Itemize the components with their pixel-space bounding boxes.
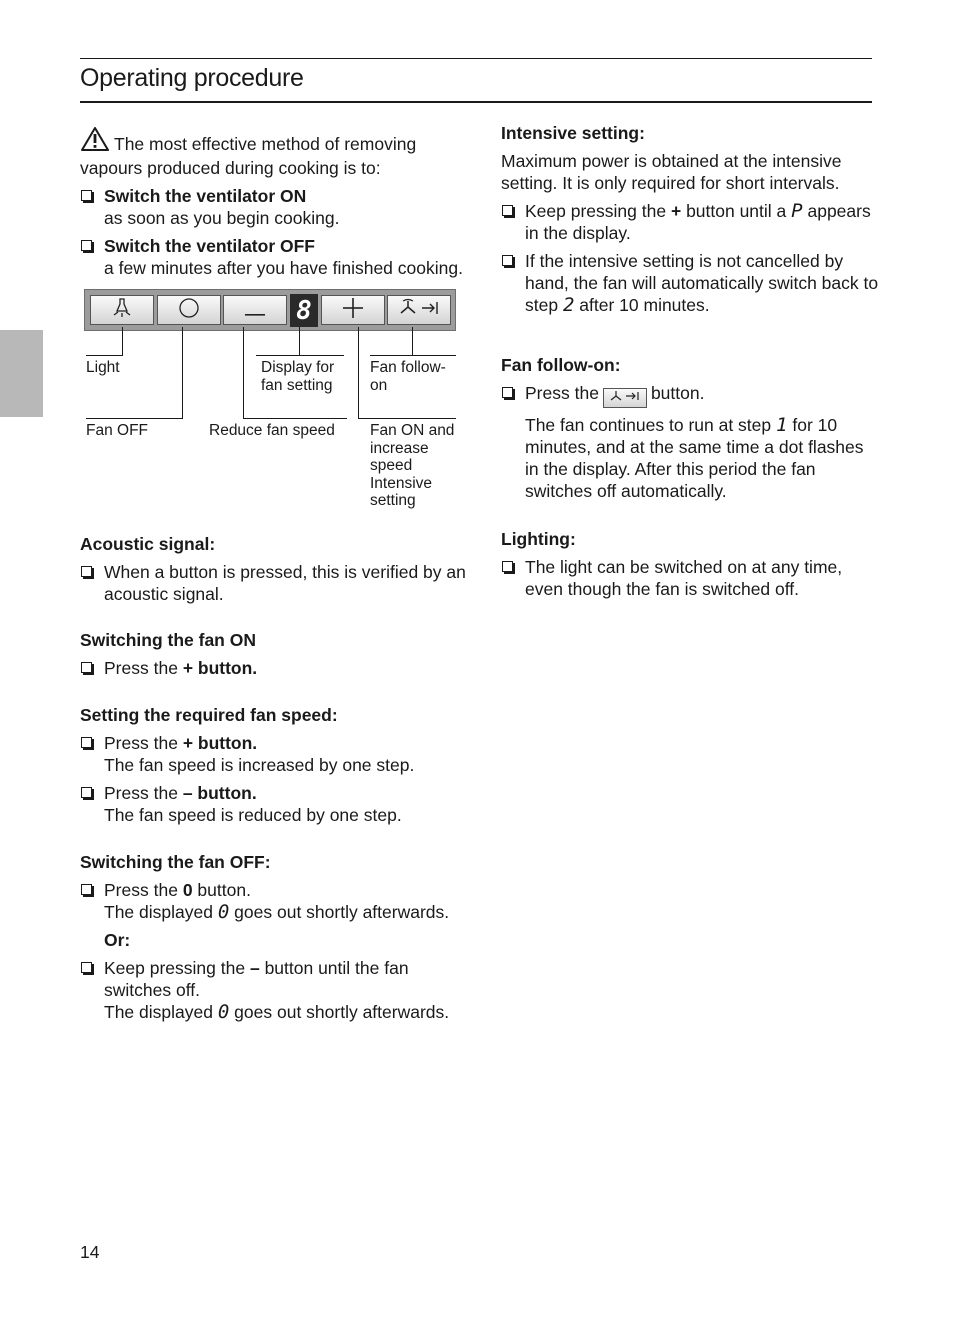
minus-icon bbox=[245, 299, 265, 321]
item-bold: – bbox=[249, 958, 260, 978]
label-reduce: Reduce fan speed bbox=[209, 422, 335, 439]
light-button[interactable] bbox=[90, 295, 154, 325]
label-follow-on: Fan follow-on bbox=[370, 359, 446, 394]
label-light: Light bbox=[86, 359, 120, 376]
item-bold: + button. bbox=[182, 733, 258, 753]
list-item bbox=[80, 957, 470, 1023]
intro-paragraph bbox=[80, 126, 470, 179]
item-text: Keep pressing the bbox=[525, 201, 667, 221]
item-text: after 10 minutes. bbox=[579, 295, 710, 315]
or-label: Or: bbox=[104, 930, 131, 950]
display-glyph: 0 bbox=[217, 901, 230, 923]
intensive-text: Maximum power is obtained at the intensive setting. It is only required for short intervals. bbox=[501, 151, 842, 193]
checkbox-bullet-icon bbox=[502, 387, 513, 398]
list-item bbox=[80, 235, 470, 279]
fan-on-heading: Switching the fan ON bbox=[80, 630, 256, 650]
item-text: button until the fan switches off. bbox=[104, 958, 409, 1000]
display-glyph: 1 bbox=[776, 414, 788, 436]
item-text: The fan continues to run at step bbox=[525, 415, 772, 435]
item-bold: + bbox=[670, 201, 682, 221]
fan-off-heading: Switching the fan OFF: bbox=[80, 852, 271, 872]
warning-icon bbox=[80, 126, 110, 157]
fan-follow-on-button-inline bbox=[603, 388, 647, 408]
item-text: button. bbox=[197, 880, 251, 900]
speed-heading: Setting the required fan speed: bbox=[80, 705, 338, 725]
follow-on-heading: Fan follow-on: bbox=[501, 355, 621, 375]
item-text: Press the bbox=[104, 880, 178, 900]
label-display: Display for fan setting bbox=[261, 359, 335, 394]
checkbox-bullet-icon bbox=[502, 561, 513, 572]
intensive-heading: Intensive setting: bbox=[501, 123, 645, 143]
item-text: button until a bbox=[686, 201, 787, 221]
item-text: The fan speed is reduced by one step. bbox=[104, 805, 402, 825]
list-item bbox=[80, 657, 470, 679]
item-text: Keep pressing the bbox=[104, 958, 246, 978]
checkbox-bullet-icon bbox=[81, 962, 92, 973]
checkbox-bullet-icon bbox=[81, 884, 92, 895]
increase-speed-button[interactable] bbox=[321, 295, 385, 325]
control-panel bbox=[84, 289, 456, 331]
item-bold: Switch the ventilator ON bbox=[104, 186, 307, 206]
display-glyph: 2 bbox=[562, 294, 575, 316]
plus-icon bbox=[343, 298, 363, 322]
power-icon bbox=[177, 296, 201, 324]
intro-text: The most effective method of removing vapours produced during cooking is to: bbox=[80, 134, 417, 178]
fan-setting-display: 8 bbox=[290, 294, 318, 327]
checkbox-bullet-icon bbox=[502, 255, 513, 266]
list-item bbox=[80, 782, 470, 826]
checkbox-bullet-icon bbox=[81, 737, 92, 748]
section-tab-marker bbox=[0, 330, 43, 417]
light-icon bbox=[111, 297, 133, 323]
item-text: The displayed bbox=[104, 1002, 213, 1022]
item-text: Press the bbox=[104, 733, 178, 753]
checkbox-bullet-icon bbox=[81, 190, 92, 201]
header-rule-top bbox=[80, 58, 872, 59]
list-item bbox=[80, 732, 470, 776]
control-panel-diagram bbox=[80, 289, 470, 517]
list-item bbox=[501, 250, 881, 316]
item-bold: Switch the ventilator OFF bbox=[104, 236, 315, 256]
item-bold: 0 bbox=[182, 880, 193, 900]
checkbox-bullet-icon bbox=[81, 240, 92, 251]
item-text: as soon as you begin cooking. bbox=[104, 208, 340, 228]
item-text: The light can be switched on at any time, even though the fan is switched off. bbox=[525, 557, 843, 599]
header-rule-bottom bbox=[80, 101, 872, 103]
item-text: The displayed bbox=[104, 902, 213, 922]
list-item bbox=[80, 185, 470, 229]
display-glyph: P bbox=[791, 200, 803, 222]
follow-on-text bbox=[501, 414, 881, 502]
list-item bbox=[501, 200, 881, 244]
item-text: The fan speed is increased by one step. bbox=[104, 755, 415, 775]
checkbox-bullet-icon bbox=[81, 662, 92, 673]
right-column bbox=[501, 122, 881, 606]
checkbox-bullet-icon bbox=[81, 566, 92, 577]
fan-off-button[interactable] bbox=[157, 295, 221, 325]
item-text: When a button is pressed, this is verified by an acoustic signal. bbox=[104, 562, 466, 604]
item-text: goes out shortly afterwards. bbox=[234, 1002, 450, 1022]
list-item bbox=[80, 879, 470, 923]
item-bold: – button. bbox=[182, 783, 257, 803]
reduce-speed-button[interactable] bbox=[223, 295, 287, 325]
checkbox-bullet-icon bbox=[502, 205, 513, 216]
item-bold: + button. bbox=[182, 658, 258, 678]
page-number: 14 bbox=[80, 1242, 100, 1262]
item-text: Press the bbox=[104, 658, 178, 678]
list-item bbox=[501, 382, 881, 408]
lighting-heading: Lighting: bbox=[501, 529, 576, 549]
label-fan-on: Fan ON and increase speed Intensive setting bbox=[370, 422, 455, 509]
list-item bbox=[501, 556, 881, 600]
display-glyph: 0 bbox=[217, 1001, 230, 1023]
item-text: Press the bbox=[525, 383, 599, 403]
item-text: for 10 minutes, and at the same time a dot flashes in the display. After this period the fan switches off automatically. bbox=[525, 415, 864, 501]
list-item bbox=[80, 561, 470, 605]
fan-follow-on-button[interactable] bbox=[387, 295, 451, 325]
item-text: a few minutes after you have finished cooking. bbox=[104, 258, 463, 278]
item-text: goes out shortly afterwards. bbox=[234, 902, 450, 922]
checkbox-bullet-icon bbox=[81, 787, 92, 798]
item-text: If the intensive setting is not cancelled by hand, the fan will automatically switch back to step bbox=[525, 251, 879, 315]
page-title: Operating procedure bbox=[80, 64, 304, 92]
fan-follow-on-icon bbox=[608, 389, 642, 403]
acoustic-heading: Acoustic signal: bbox=[80, 534, 216, 554]
item-text: Press the bbox=[104, 783, 178, 803]
item-text: appears in the display. bbox=[525, 201, 871, 243]
left-column bbox=[80, 126, 470, 1029]
item-text: button. bbox=[650, 383, 705, 403]
label-fan-off: Fan OFF bbox=[86, 422, 149, 439]
fan-follow-on-icon bbox=[396, 297, 442, 323]
